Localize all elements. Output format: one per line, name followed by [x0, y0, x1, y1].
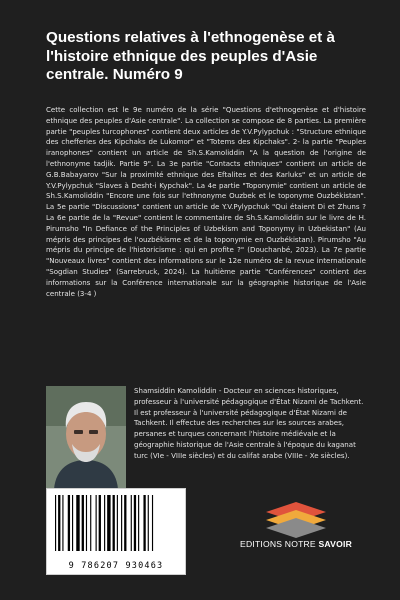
author-bio: Shamsiddin Kamoliddin - Docteur en sciences historiques, professeur à l'université pédagogique d'État Nizami de Tachkent. Il est professeur à l'université pédagogique d'État Nizami de Tachkent. Il effectue des recherches sur les sources arabes, persanes et turques concernant l'histoire médiévale et la géographie historique de l'Asie centrale à l'époque du kaganat turc (VIe - VIIIe siècles) et du califat arabe (VIIIe - Xe siècles). [134, 386, 364, 460]
publisher-logo [244, 500, 348, 560]
isbn-barcode [46, 488, 186, 575]
publisher-name-part2: SAVOIR [318, 539, 352, 549]
publisher-name-part1: EDITIONS NOTRE [240, 539, 316, 549]
publisher-name [222, 539, 370, 549]
book-summary: Cette collection est le 9e numéro de la série "Questions d'ethnogenèse et d'histoire ethnique des peuples d'Asie centrale". La collection se compose de 8 parties. La première partie "peuples turcophones" contient deux articles de Y.V.Pylypchuk : "Structure ethnique des chefferies des Kipchaks de Lukomor" et "Totems des Kipchaks". 2- la partie "Peuples iranophones" contient un article de Sh.S.Kamoliddin "A la question de l'origine de l'ethnonyme tadjik. Partie 9". La 3e partie "Contacts ethniques" contient un article de G.B.Babayarov "Sur la proximité ethnique des Eftalites et des Karluks" et un article de Y.V.Pylypchuk "Slaves à Desht-i Kypchak". La 4e partie "Toponymie" contient un article de Sh.S.Kamoliddin "Encore une fois sur l'ethnonyme Ouzbek et le toponyme Ouzbékistan". La 5e partie "Discussions" contient un article de Y.V.Pylypchuk "Qui étaient Di et Zhuns ? La 6e partie de la "Revue" contient le commentaire de Sh.S.Kamoliddin sur le livre de H. Pirumsho "In Defiance of the Principles of Uzbekism and Toponymy in Uzbekistan" (Au mépris des principes de l'ouzbékisme et de la toponymie en Ouzbékistan). Pirumsho "Au mépris du principe de l'historicisme : qui en profite ?" (Douchanbé, 2023). La 7e partie "Nouveaux livres" contient des informations sur le 12e numéro de la revue internationale "Sogdian Studies" (Sarrebruck, 2024). La huitième partie "Conférences" contient des informations sur la Conférence internationale sur la géographie historique de l'Asie centrale (3-4 ) [46, 105, 366, 298]
barcode-digits: 9 786207 930463 [68, 561, 164, 571]
book-title: Questions relatives à l'ethnogenèse et à l'histoire ethnique des peuples d'Asie centrale. Numéro 9 [46, 29, 335, 83]
author-photo [46, 386, 126, 489]
barcode-bars-icon [47, 489, 185, 555]
books-stack-icon [244, 500, 348, 538]
